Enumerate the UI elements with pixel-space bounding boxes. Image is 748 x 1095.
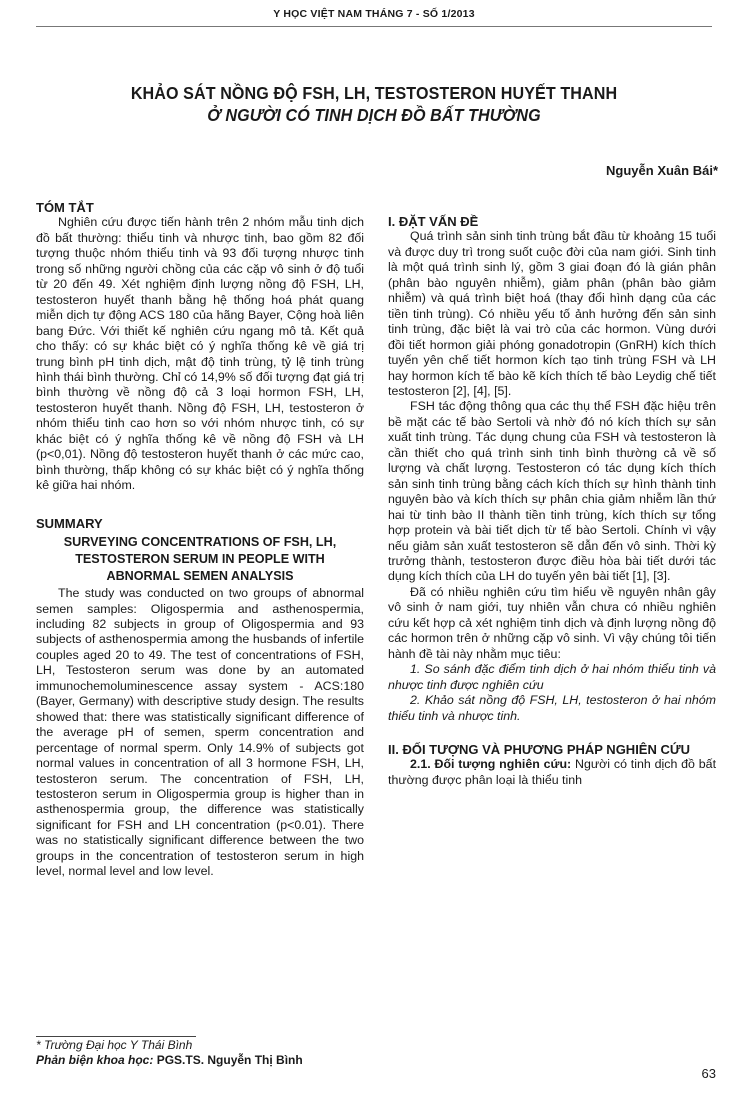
summary-text: The study was conducted on two groups of abnormal semen samples: Oligospermia and asthenospermia, including 82 subjects in group of Oligospermia and 93 subjects of asthenospermia among the husbands of infertile couples aged 20 to 49. The test of concentrations of FSH, LH, Testosteron serum was done by an automated immunochemoluminescence assay system - ACS:180 (Bayer, Germany) with descriptive study design. The results showed that: there was statistically significant difference of the average pH of semen, sperm concentration and percentage of normal sperm. Only 14.9% of subjects got normal values in concentration of all 3 hormone FSH, LH, testosteron serum. The concentration of FSH, LH, testosteron serum in Oligospermia group is higher than in asthenospermia group, the difference was statistically significant for FSH and LH concentration (p<0.01). There was no statistically significant difference between the two groups in the concentration of testosteron serum in high level, normal level and low level. bbox=[36, 586, 364, 879]
footnote-divider bbox=[36, 1036, 196, 1037]
title-line-2: Ở NGƯỜI CÓ TINH DỊCH ĐỒ BẤT THƯỜNG bbox=[207, 105, 541, 125]
section-2-1-label: 2.1. Đối tượng nghiên cứu: bbox=[410, 757, 572, 772]
objective-2: 2. Khảo sát nồng độ FSH, LH, testosteron ở hai nhóm thiểu tinh và nhược tinh. bbox=[388, 693, 716, 723]
footnote bbox=[36, 1038, 303, 1068]
abstract-heading: TÓM TẮT bbox=[36, 200, 94, 215]
summary-title-line-2: TESTOSTERON SERUM IN PEOPLE WITH bbox=[75, 552, 325, 567]
section-2-1-paragraph bbox=[388, 757, 716, 788]
reviewer-line bbox=[36, 1053, 303, 1068]
page-number: 63 bbox=[701, 1066, 716, 1081]
author-affiliation: * Trường Đại học Y Thái Bình bbox=[36, 1038, 193, 1052]
summary-title-line-3: ABNORMAL SEMEN ANALYSIS bbox=[106, 569, 294, 584]
reviewer-label: Phản biện khoa học: bbox=[36, 1053, 154, 1067]
author-name: Nguyễn Xuân Bái* bbox=[606, 163, 718, 178]
title-line-1: KHẢO SÁT NỒNG ĐỘ FSH, LH, TESTOSTERON HUYẾT THANH bbox=[130, 83, 618, 103]
header-divider bbox=[36, 26, 712, 27]
journal-header: Y HỌC VIỆT NAM THÁNG 7 - SỐ 1/2013 bbox=[273, 8, 475, 20]
section-2-1-text: Người có tinh dịch đồ bất thường được phân loại là thiểu tinh bbox=[388, 757, 717, 787]
abstract-text: Nghiên cứu được tiến hành trên 2 nhóm mẫu tinh dịch đồ bất thường: thiểu tinh và nhược tinh, bao gồm 82 đối tượng thuộc nhóm thiểu tinh và 93 đối tượng nhược tinh trong số những người chồng của các cặp vô sinh ở độ tuổi từ 20 đến 49. Xét nghiệm định lượng nồng độ FSH, LH, testosteron huyết thanh bằng hệ thống hoá phát quang miễn dịch tự động ACS 180 của hãng Bayer, Cộng hoà liên bang Đức. Với thiết kế nghiên cứu ngang mô tả. Kết quả cho thấy: có sự khác biệt có ý nghĩa thống kê về giá trị trung bình pH tinh dịch, mật độ tinh trùng, tỷ lệ tinh trùng hình thái bình thường. Chỉ có 14,9% số đối tượng đạt giá trị bình thường về nồng độ cả 3 loại hormon FSH, LH, testosteron huyết thanh. Nồng độ FSH, LH, testosteron ở nhóm thiểu tinh cao hơn so với nhóm nhược tinh, có sự khác biệt có ý nghĩa thống kê về nồng độ FSH và LH (p<0,01). Nồng độ testosteron huyết thanh ở các mức cao, bình thường, thấp không có sự khác biệt có ý nghĩa thống kê giữa hai nhóm. bbox=[36, 215, 364, 493]
section-1-paragraph-3: Đã có nhiều nghiên cứu tìm hiểu về nguyên nhân gây vô sinh ở nam giới, tuy nhiên vẫn chưa có nhiều nghiên cứu kết hợp cả xét nghiệm tinh dịch và định lượng nồng độ các hormon trên ở những cặp vô sinh. Vì vậy chúng tôi tiến hành đề tài này nhằm mục tiêu: bbox=[388, 584, 716, 661]
section-1-heading: I. ĐẶT VẤN ĐỀ bbox=[388, 214, 479, 229]
objective-1: 1. So sánh đặc điểm tinh dịch ở hai nhóm thiểu tinh và nhược tinh được nghiên cứu bbox=[388, 662, 716, 692]
reviewer-name: PGS.TS. Nguyễn Thị Bình bbox=[153, 1053, 303, 1067]
left-column bbox=[36, 200, 364, 880]
section-1-paragraph-2: FSH tác động thông qua các thụ thể FSH đặc hiệu trên bề mặt các tế bào Sertoli và nhờ đó nó kích thích sự sản xuất tinh trùng. Tác dụng chung của FSH và testosteron là cần thiết cho quá trình sinh tinh bình thường cả về số lượng và chất lượng. Testosteron có tác dụng kích thích sản sinh tinh trùng bằng cách kích thích sự hình thành tinh nguyên bào và kích thích sự phân chia giảm nhiễm lần thứ hai từ tinh bào II thành tiền tinh trùng, kích thích sự tổng hợp protein và bài tiết dịch từ tế bào Sertoli. Chính vì vậy nếu giảm sản xuất testosteron sẽ dẫn đến vô sinh. Thời kỳ trưởng thành, testosteron được điều hòa bài tiết dưới tác dụng kích thích của LH do tuyến yên bài tiết [1], [3]. bbox=[388, 399, 716, 584]
article-title bbox=[85, 82, 663, 126]
right-column bbox=[388, 214, 716, 788]
summary-heading: SUMMARY bbox=[36, 515, 103, 531]
summary-title bbox=[36, 534, 364, 585]
section-1-paragraph-1: Quá trình sản sinh tinh trùng bắt đầu từ khoảng 15 tuổi và được duy trì trong suốt cuộc đời của nam giới. Sinh tinh là một quá trình sinh lý, gồm 3 giai đoạn đó là gián phân (phân bào nguyên nhiễm), giảm phân (phân bào giảm nhiễm) và quá trình biệt hoá (thay đổi hình dạng của các tiền tinh trùng). Có nhiều yếu tố ảnh hưởng đến sản sinh tinh trùng, đặc biệt là vai trò của các hormon. Vùng dưới đồi tiết hormon giải phóng gonadotropin (GnRH) kích thích tuyến yên chế tiết hormon kích tạo tinh trùng FSH và LH hay hormon kích tế bào kẽ kích thích tế bào Leydig chế tiết testosteron [2], [4], [5]. bbox=[388, 229, 716, 398]
summary-title-line-1: SURVEYING CONCENTRATIONS OF FSH, LH, bbox=[63, 535, 337, 550]
section-2-heading: II. ĐỐI TƯỢNG VÀ PHƯƠNG PHÁP NGHIÊN CỨU bbox=[388, 741, 691, 757]
